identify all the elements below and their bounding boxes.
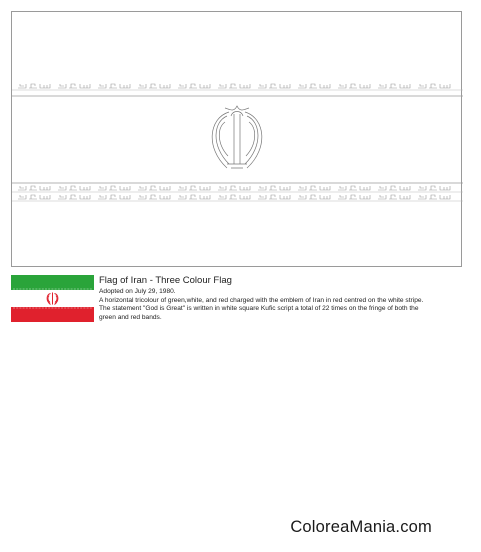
coloring-flag-outline xyxy=(11,11,462,267)
kufic-glyph xyxy=(218,195,250,199)
kufic-glyph xyxy=(58,84,90,88)
kufic-glyph xyxy=(18,195,50,199)
description-line-1: A horizontal tricolour of green,white, and red charged with the emblem of Iran in red centred on the white stripe. xyxy=(99,296,424,304)
kufic-glyph xyxy=(18,186,50,190)
kufic-glyph xyxy=(58,186,90,190)
kufic-glyph xyxy=(418,84,450,88)
kufic-glyph xyxy=(378,84,410,88)
kufic-glyph xyxy=(178,195,210,199)
green-band xyxy=(11,275,94,290)
kufic-glyph xyxy=(178,84,210,88)
description-line-3: green and red bands. xyxy=(99,313,162,321)
kufic-script-top-row xyxy=(12,84,463,90)
kufic-glyph xyxy=(98,195,130,199)
kufic-glyph xyxy=(338,195,370,199)
kufic-glyph xyxy=(138,195,170,199)
kufic-glyph xyxy=(298,195,330,199)
kufic-glyph xyxy=(138,186,170,190)
flag-title: Flag of Iran - Three Colour Flag xyxy=(99,275,232,286)
red-band xyxy=(11,307,94,322)
kufic-script-bottom-row xyxy=(12,186,463,201)
emblem-outline xyxy=(212,106,262,168)
kufic-glyph xyxy=(18,84,50,88)
kufic-glyph xyxy=(378,186,410,190)
kufic-glyph xyxy=(98,84,130,88)
kufic-glyph xyxy=(258,186,290,190)
colored-reference-flag xyxy=(11,275,94,322)
kufic-glyph xyxy=(218,84,250,88)
adoption-date: Adopted on July 29, 1980. xyxy=(99,288,176,295)
colored-flag-drawing xyxy=(11,275,94,322)
kufic-glyph xyxy=(98,186,130,190)
kufic-glyph xyxy=(378,195,410,199)
flag-description xyxy=(99,275,459,322)
site-brand-logo: ColoreaMania.com xyxy=(290,518,432,536)
description-line-2: The statement "God is Great" is written in white square Kufic script a total of 22 times on the fringe of both the xyxy=(99,305,419,313)
kufic-glyph xyxy=(298,84,330,88)
kufic-glyph xyxy=(418,195,450,199)
kufic-glyph xyxy=(258,84,290,88)
kufic-glyph xyxy=(418,186,450,190)
kufic-glyph xyxy=(58,195,90,199)
kufic-glyph xyxy=(338,84,370,88)
kufic-glyph xyxy=(298,186,330,190)
kufic-glyph xyxy=(338,186,370,190)
kufic-glyph xyxy=(178,186,210,190)
kufic-glyph xyxy=(258,195,290,199)
flag-outline-drawing xyxy=(12,12,463,268)
kufic-glyph xyxy=(218,186,250,190)
kufic-glyph xyxy=(138,84,170,88)
